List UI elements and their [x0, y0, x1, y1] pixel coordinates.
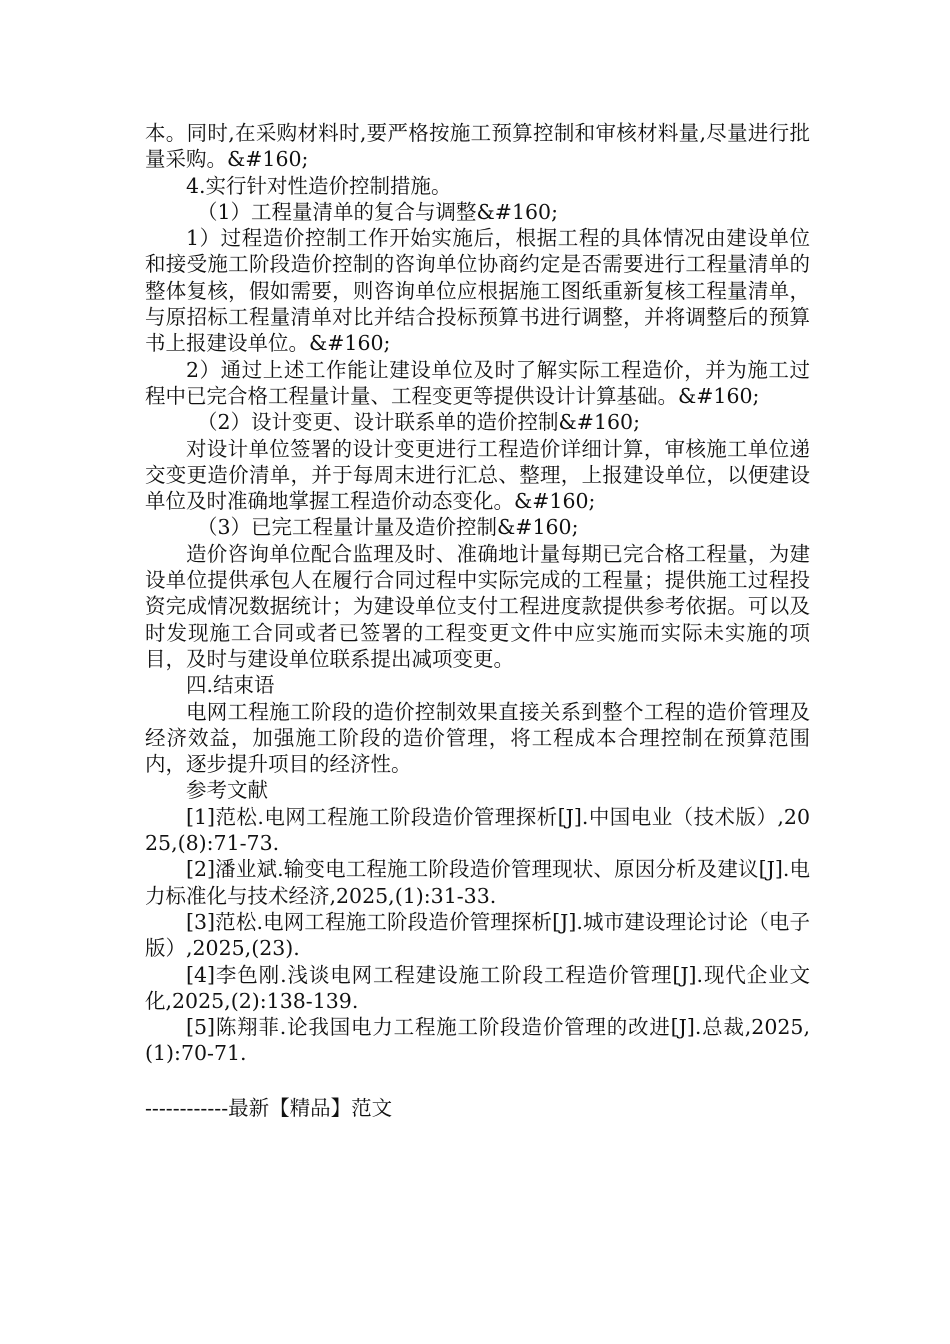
section-heading: 四.结束语	[186, 673, 275, 698]
paragraph: 电网工程施工阶段的造价控制效果直接关系到整个工程的造价管理及经济效益，加强施工阶段的造价管理，将工程成本合理控制在预算范围内，逐步提升项目的经济性。	[145, 699, 810, 777]
paragraph: 2）通过上述工作能让建设单位及时了解实际工程造价，并为施工过程中已完合格工程量计量、工程变更等提供设计计算基础。&#160;	[145, 357, 810, 408]
references-heading: 参考文献	[186, 778, 268, 803]
section-heading: 4.实行针对性造价控制措施。	[186, 173, 452, 198]
reference-item: [3]范松.电网工程施工阶段造价管理探析[J].城市建设理论讨论（电子版）,2025,(23).	[145, 909, 810, 961]
reference-item: [4]李色刚.浅谈电网工程建设施工阶段工程造价管理[J].现代企业文化,2025,(2):138-139.	[145, 962, 810, 1013]
paragraph: 造价咨询单位配合监理及时、准确地计量每期已完合格工程量，为建设单位提供承包人在履行合同过程中实际完成的工程量；提供施工过程投资完成情况数据统计；为建设单位支付工程进度款提供参考依据。可以及时发现施工合同或者已签署的工程变更文件中应实施而实际未实施的项目，及时与建设单位联系提出减项变更。	[145, 541, 810, 671]
document-body	[145, 120, 810, 1067]
paragraph: 1）过程造价控制工作开始实施后，根据工程的具体情况由建设单位和接受施工阶段造价控制的咨询单位协商约定是否需要进行工程量清单的整体复核，假如需要，则咨询单位应根据施工图纸重新复核工程量清单，与原招标工程量清单对比并结合投标预算书进行调整，并将调整后的预算书上报建设单位。&#160;	[145, 226, 810, 356]
reference-item: [5]陈翔菲.论我国电力工程施工阶段造价管理的改进[J].总裁,2025,(1):70-71.	[145, 1015, 810, 1066]
paragraph: 本。同时,在采购材料时,要严格按施工预算控制和审核材料量,尽量进行批量采购。&#160;	[145, 121, 810, 172]
subsection-heading: （2）设计变更、设计联系单的造价控制&#160;	[197, 410, 641, 435]
reference-item: [2]潘业斌.输变电工程施工阶段造价管理现状、原因分析及建议[J].电力标准化与技术经济,2025,(1):31-33.	[145, 857, 810, 908]
reference-item: [1]范松.电网工程施工阶段造价管理探析[J].中国电业（技术版）,2025,(8):71-73.	[145, 804, 810, 856]
subsection-heading: （1）工程量清单的复合与调整&#160;	[197, 199, 559, 224]
subsection-heading: （3）已完工程量计量及造价控制&#160;	[197, 515, 579, 540]
page-footer: ------------最新【精品】范文	[145, 1096, 393, 1120]
paragraph: 对设计单位签署的设计变更进行工程造价详细计算，审核施工单位递交变更造价清单，并于每周末进行汇总、整理，上报建设单位，以便建设单位及时准确地掌握工程造价动态变化。&#160;	[145, 436, 810, 514]
